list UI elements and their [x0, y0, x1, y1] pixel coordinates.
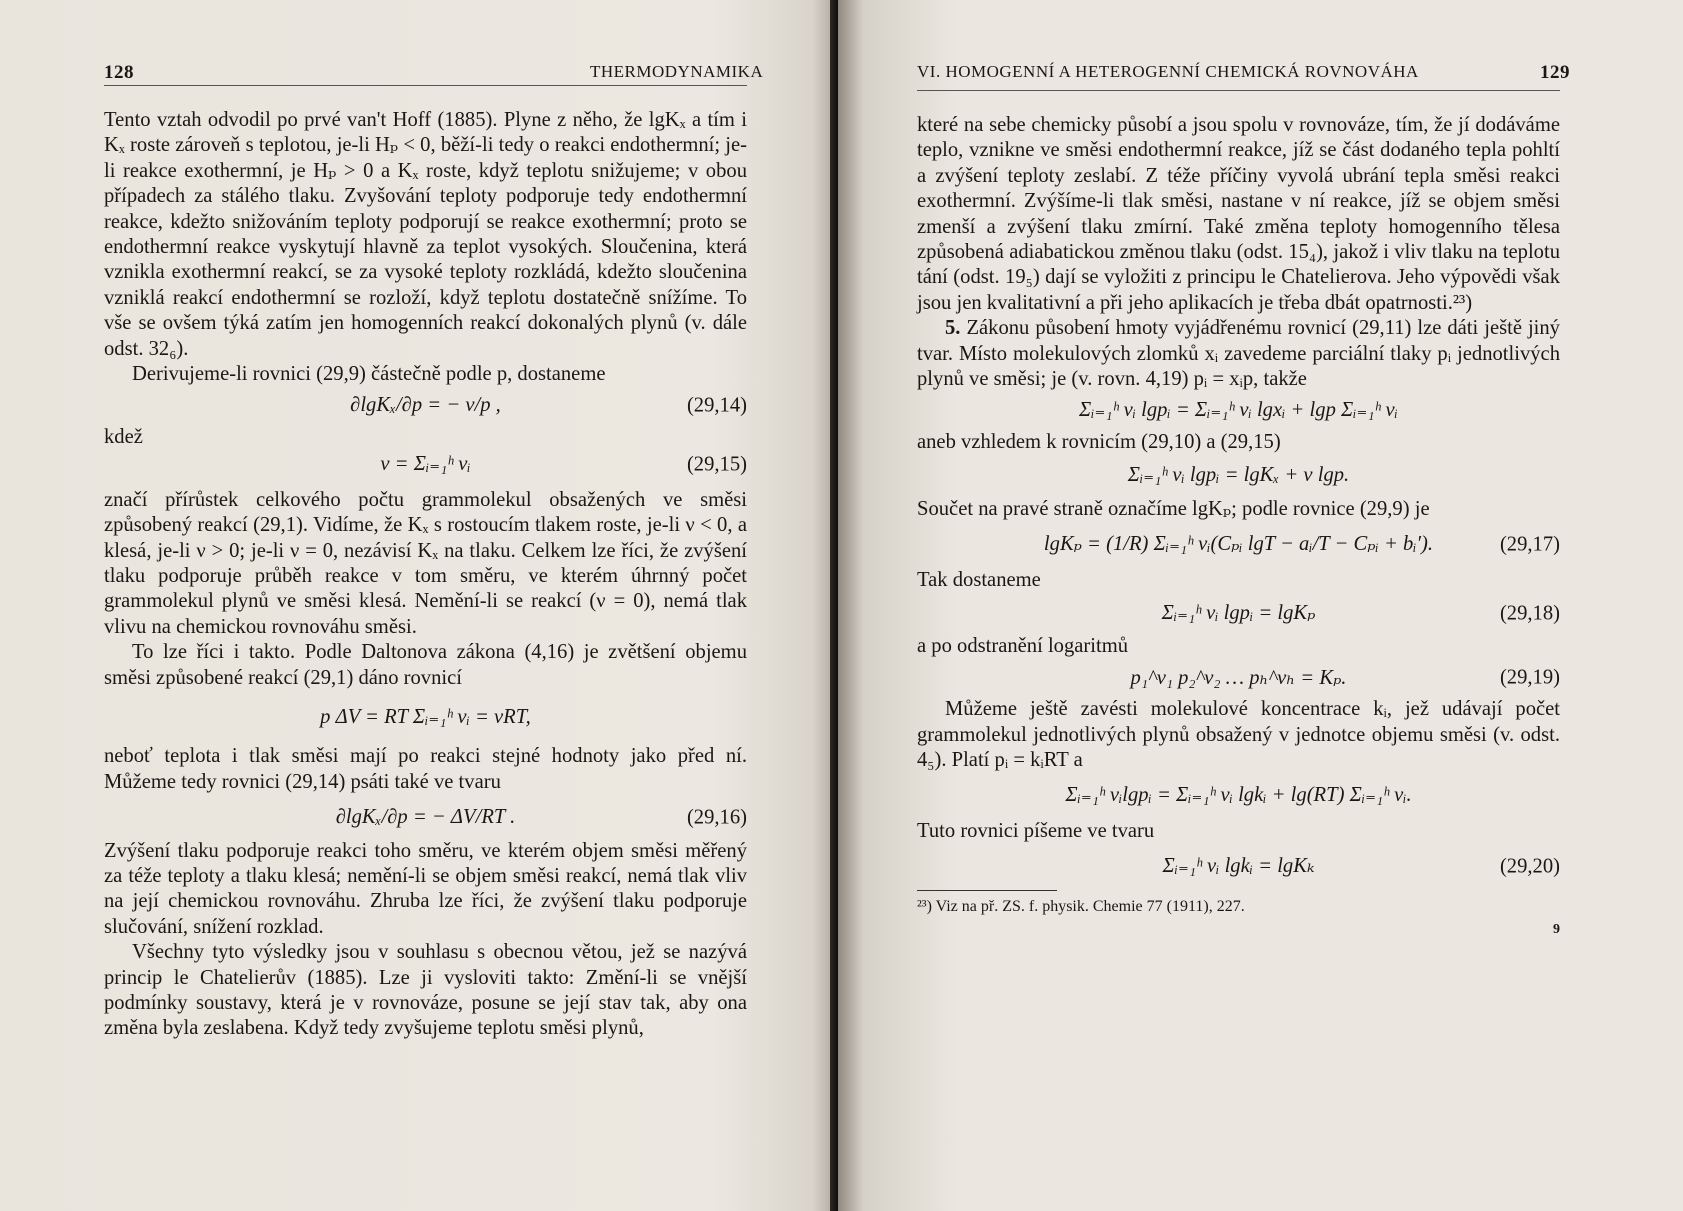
- paragraph: kdež: [104, 425, 143, 448]
- paragraph: Tak dostaneme: [917, 568, 1041, 591]
- paragraph: Derivujeme-li rovnici (29,9) částečně podle p, dostaneme: [132, 363, 606, 386]
- right-page-number: 129: [1540, 62, 1570, 83]
- equation: p₁^ν₁ p₂^ν₂ … pₕ^νₕ = Kₚ. (29,19): [917, 666, 1560, 691]
- right-running-head: VI. HOMOGENNÍ A HETEROGENNÍ CHEMICKÁ ROVNOVÁHA: [917, 62, 1419, 81]
- equation: Σᵢ₌₁ʰ νᵢlgpᵢ = Σᵢ₌₁ʰ νᵢ lgkᵢ + lg(RT) Σᵢ₌₁ʰ νᵢ.: [1065, 784, 1412, 807]
- equation-number: (29,19): [1499, 666, 1560, 689]
- paragraph: Tento vztah odvodil po prvé van't Hoff (1885). Plyne z něho, že lgKₓ a tím i Kₓ roste zároveň s teplotou, je-li Hₚ < 0, běží-li tedy o reakci endothermní; je-li reakce exothermní, je Hₚ > 0 a Kₓ roste, když teplotu snižujeme; v obou případech za stálého tlaku. Zvyšování teploty podporuje tedy endothermní reakce, kdežto snižováním teploty podporují se reakce exothermní; proto se endothermní reakce vyskytují hlavně za teplot vysokých. Sloučenina, která vznikla exothermní reakcí, se za vysoké teploty rozkládá, kdežto sloučenina vzniklá reakcí endothermní se rozloží, když teplotu dostatečně snížíme. To vše se ovšem týká zatím jen homogenních reakcí dokonalých plynů (v. dále odst. 32₆).: [104, 109, 747, 360]
- equation: ν = Σᵢ₌₁ʰ νᵢ (29,15): [104, 452, 747, 477]
- equation: Σᵢ₌₁ʰ νᵢ lgpᵢ = lgKₚ (29,18): [917, 601, 1560, 626]
- paragraph: Tuto rovnici píšeme ve tvaru: [917, 819, 1155, 842]
- paragraph: Všechny tyto výsledky jsou v souhlasu s obecnou větou, jež se nazývá princip le Chatelierův (1885). Lze ji vysloviti takto: Změní-li se vnější podmínky soustavy, která je v rovnováze, posune se její stav tak, aby ona změna byla zeslabena. Když tedy zvyšujeme teplotu směsi plynů,: [104, 941, 747, 1040]
- header-rule: [104, 85, 747, 86]
- equation-number: (29,15): [686, 453, 747, 476]
- paragraph: Můžeme ještě zavésti molekulové koncentrace kᵢ, jež udávají počet grammolekul jednotlivých plynů obsažený v jednotce objemu směsi (v. odst. 4₅). Platí pᵢ = kᵢRT a: [917, 698, 1560, 771]
- paragraph: 5. Zákonu působení hmoty vyjádřenému rovnicí (29,11) lze dáti ještě jiný tvar. Místo molekulových zlomků xᵢ zavedeme parciální tlaky pᵢ jednotlivých plynů ve směsi; je (v. rovn. 4,19) pᵢ = xᵢp, takže: [917, 317, 1560, 391]
- equation-number: (29,14): [686, 394, 747, 417]
- paragraph: To lze říci i takto. Podle Daltonova zákona (4,16) je zvětšení objemu směsi způsobené reakcí (29,1) dáno rovnicí: [104, 641, 747, 689]
- paragraph: a po odstranění logaritmů: [917, 635, 1129, 658]
- header-rule: [917, 90, 1560, 91]
- equation-number: (29,18): [1499, 601, 1560, 624]
- equation: ∂lgKₓ/∂p = − ΔV/RT . (29,16): [104, 805, 747, 830]
- footnote-rule: [917, 890, 1057, 891]
- left-page: [0, 0, 838, 1211]
- equation-number: (29,17): [1499, 533, 1560, 556]
- paragraph: značí přírůstek celkového počtu grammolekul obsažených ve směsi způsobený reakcí (29,1). Vidíme, že Kₓ s rostoucím tlakem roste, je-li ν < 0, a klesá, je-li ν > 0; je-li ν = 0, nezávisí Kₓ na tlaku. Celkem lze říci, že zvýšení tlaku podporuje průběh reakce v tom směru, ve kterém úhrnný počet grammolekul plynů ve směsi klesá. Nemění-li se reakcí (ν = 0), nemá tlak vlivu na chemickou rovnováhu směsi.: [104, 488, 747, 638]
- equation-number: (29,20): [1499, 855, 1560, 878]
- paragraph: Součet na pravé straně označíme lgKₚ; podle rovnice (29,9) je: [917, 497, 1430, 520]
- equation: lgKₚ = (1/R) Σᵢ₌₁ʰ νᵢ(Cₚᵢ lgT − aᵢ/T − Cₚᵢ + bᵢ′). (29,17): [917, 532, 1560, 557]
- equation: p ΔV = RT Σᵢ₌₁ʰ νᵢ = νRT,: [320, 705, 531, 728]
- left-page-number: 128: [104, 62, 134, 83]
- equation: Σᵢ₌₁ʰ νᵢ lgpᵢ = Σᵢ₌₁ʰ νᵢ lgxᵢ + lgp Σᵢ₌₁ʰ νᵢ: [1079, 399, 1398, 422]
- left-body-text: [104, 108, 747, 1042]
- paragraph: aneb vzhledem k rovnicím (29,10) a (29,15): [917, 430, 1281, 453]
- paragraph: Zvýšení tlaku podporuje reakci toho směru, ve kterém objem směsi měřený za téže teploty a tlaku klesá; nemění-li se objem směsi reakcí, nemá tlak vliv na její chemickou rovnováhu. Zhruba lze říci, že zvýšení tlaku podporuje slučování, snížení rozklad.: [104, 839, 747, 938]
- equation: ∂lgKₓ/∂p = − ν/p , (29,14): [104, 393, 747, 418]
- left-running-head: THERMODYNAMIKA: [590, 62, 764, 81]
- footnote: ²³) Viz na př. ZS. f. physik. Chemie 77 (1911), 227.: [917, 897, 1245, 915]
- signature-mark: 9: [1553, 921, 1560, 937]
- section-number: 5.: [945, 317, 961, 340]
- right-body-text: [917, 113, 1560, 942]
- paragraph: neboť teplota i tlak směsi mají po reakci stejné hodnoty jako před ní. Můžeme tedy rovnici (29,14) psáti také ve tvaru: [104, 745, 747, 793]
- paragraph: které na sebe chemicky působí a jsou spolu v rovnováze, tím, že jí dodáváme teplo, vznikne ve směsi endothermní reakce, jíž se část dodaného tepla pohltí a zvýšení teploty zeslabí. Z téže příčiny vyvolá ubrání tepla směsi reakci exothermní. Zvýšíme-li tlak směsi, nastane v ní reakce, jíž se objem směsi zmenší a zvýšení tlaku zmírní. Také změna teploty homogenního tělesa způsobená adiabatickou změnou tlaku (odst. 15₄), jakož i vliv tlaku na teplotu tání (odst. 19₅) dají se vyložiti z principu le Chatelierova. Jeho výpovědi však jsou jen kvalitativní a při jeho aplikacích je třeba dbát opatrnosti.²³): [917, 114, 1560, 314]
- equation: Σᵢ₌₁ʰ νᵢ lgkᵢ = lgKₖ (29,20): [917, 854, 1560, 879]
- equation: Σᵢ₌₁ʰ νᵢ lgpᵢ = lgKₓ + ν lgp.: [1127, 464, 1350, 487]
- equation-number: (29,16): [686, 806, 747, 829]
